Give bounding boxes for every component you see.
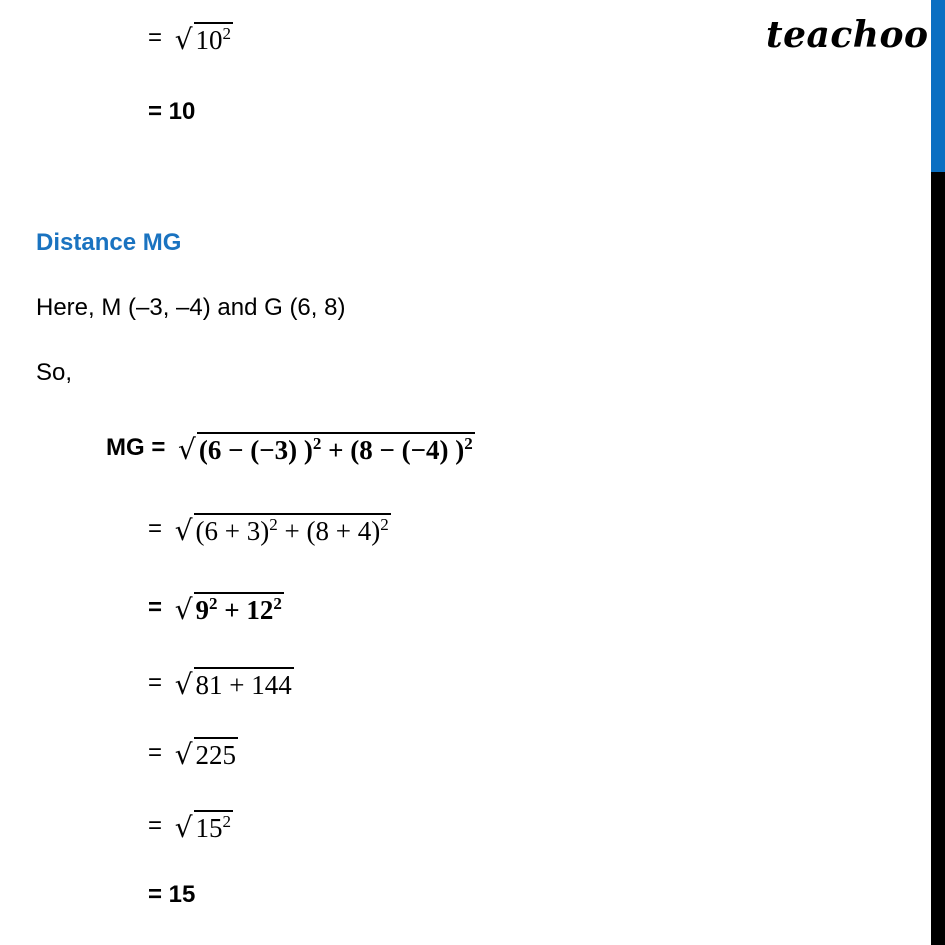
radical-icon: √ <box>174 514 193 547</box>
term-2: (8 − (−4) ) <box>350 435 465 465</box>
equals-sign: = <box>148 738 163 766</box>
radicand: 81 + 144 <box>194 667 294 700</box>
sqrt-expression <box>175 667 294 700</box>
exponent: 2 <box>222 812 232 831</box>
exponent: 2 <box>464 434 473 453</box>
radicand <box>194 513 391 546</box>
step-4 <box>148 667 294 700</box>
section-heading: Distance MG <box>36 229 182 256</box>
exponent: 2 <box>222 24 232 43</box>
exponent: 2 <box>209 594 218 613</box>
exponent: 2 <box>269 515 278 534</box>
radical-icon: √ <box>174 738 193 771</box>
radical-icon: √ <box>178 433 196 466</box>
term-1: (6 + 3) <box>195 516 270 546</box>
teachoo-logo: teachoo <box>766 14 929 56</box>
scroll-thumb[interactable] <box>931 0 945 172</box>
radical-icon: √ <box>174 593 193 626</box>
scroll-bar[interactable] <box>931 0 945 945</box>
sqrt-expression <box>175 22 233 55</box>
radicand <box>197 432 475 465</box>
radical-icon: √ <box>174 811 193 844</box>
plus: + <box>321 435 351 465</box>
exponent: 2 <box>380 515 389 534</box>
term-2: 12 <box>246 595 274 625</box>
given-points: Here, M (–3, –4) and G (6, 8) <box>36 294 346 321</box>
exponent: 2 <box>273 594 282 613</box>
term-2: (8 + 4) <box>306 516 381 546</box>
step-6 <box>148 810 233 843</box>
sqrt-expression <box>175 513 391 546</box>
base: 15 <box>195 813 223 843</box>
mg-formula <box>106 432 475 465</box>
sqrt-expression <box>175 810 233 843</box>
equals-sign: = <box>148 23 163 51</box>
equals-sign: = <box>148 593 163 621</box>
equals-sign: = <box>148 514 163 542</box>
exponent: 2 <box>312 434 322 453</box>
sqrt-expression <box>175 737 238 770</box>
sqrt-expression <box>178 432 475 465</box>
radicand: 225 <box>194 737 239 770</box>
so-label: So, <box>36 359 73 386</box>
equals-sign: = <box>148 668 163 696</box>
mg-label: MG = <box>106 433 166 461</box>
result-15: = 15 <box>148 881 196 908</box>
plus: + <box>277 516 307 546</box>
equals-sign: = <box>148 811 163 839</box>
radicand <box>194 810 234 843</box>
step-2 <box>148 513 391 546</box>
step-sqrt-10-squared <box>148 22 233 55</box>
radicand <box>194 592 284 625</box>
radical-icon: √ <box>174 23 193 56</box>
step-5 <box>148 737 238 770</box>
radicand <box>194 22 234 55</box>
step-3 <box>148 592 284 625</box>
term-1: (6 − (−3) ) <box>198 435 313 465</box>
plus: + <box>217 595 247 625</box>
base: 10 <box>195 25 223 55</box>
sqrt-expression <box>175 592 284 625</box>
result-10: = 10 <box>148 98 196 125</box>
term-1: 9 <box>195 595 210 625</box>
radical-icon: √ <box>174 668 193 701</box>
